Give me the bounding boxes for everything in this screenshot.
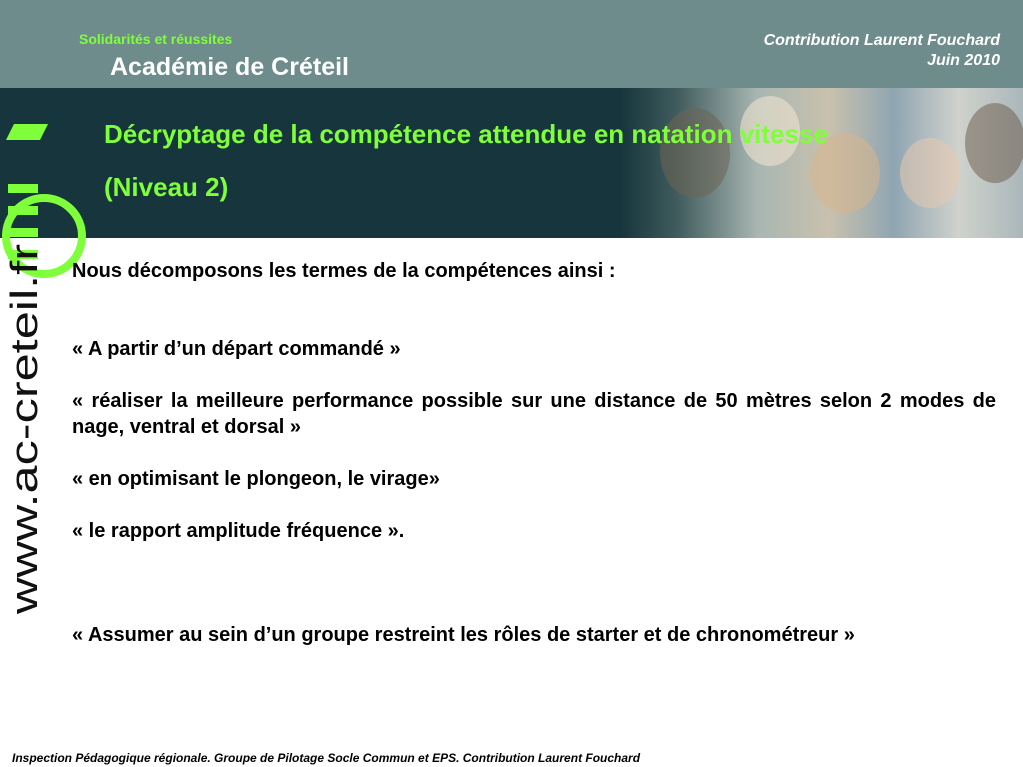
logo-accent-shape	[6, 124, 48, 140]
footer-text: Inspection Pédagogique régionale. Groupe de Pilotage Socle Commun et EPS. Contribution Laurent Fouchard	[12, 751, 641, 765]
contribution-date: Juin 2010	[927, 52, 1000, 69]
slide-body	[72, 258, 996, 648]
slide-title-line-2: (Niveau 2)	[104, 172, 229, 202]
header-academie: Académie de Créteil	[110, 53, 349, 81]
body-intro: Nous décomposons les termes de la compétences ainsi :	[72, 260, 616, 282]
slide-title-line-1: Décryptage de la compétence attendue en natation vitesse	[104, 119, 828, 149]
body-item-3: « en optimisant le plongeon, le virage»	[72, 468, 440, 490]
header-kicker: Solidarités et réussites	[79, 31, 233, 47]
body-item-5: « Assumer au sein d’un groupe restreint les rôles de starter et de chronométreur »	[72, 624, 855, 646]
body-item-1: « A partir d’un départ commandé »	[72, 338, 401, 360]
contribution-author: Contribution Laurent Fouchard	[763, 32, 1000, 49]
body-item-4: « le rapport amplitude fréquence ».	[72, 520, 405, 542]
header-contribution	[764, 31, 1000, 71]
body-item-2: « réaliser la meilleure performance possible sur une distance de 50 mètres selon 2 modes de nage, ventral et dorsal »	[72, 390, 996, 438]
logo-url-text: www.ac-creteil.fr	[4, 335, 46, 614]
slide-title	[104, 108, 984, 214]
